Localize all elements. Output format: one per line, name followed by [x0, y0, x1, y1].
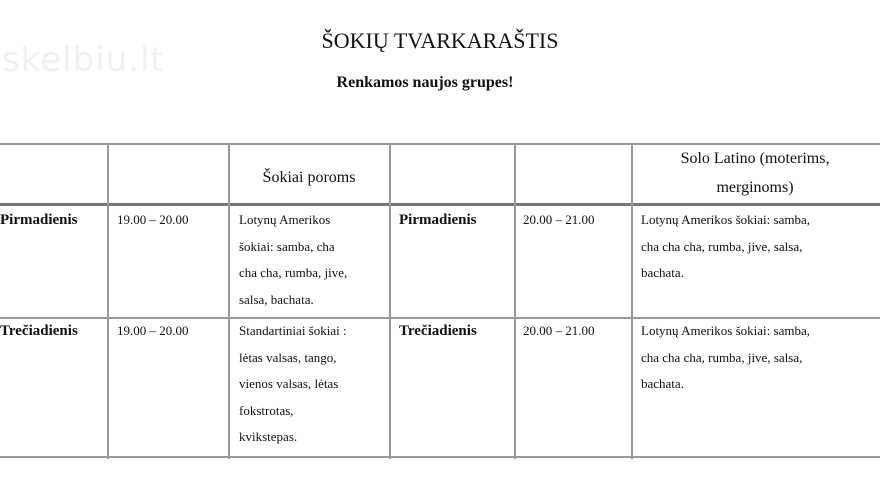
table-border: [0, 456, 880, 458]
day-cell: Pirmadienis: [399, 212, 477, 228]
dances-cell: Lotynų Amerikos šokiai: samba, cha cha cha, rumba, jive, salsa, bachata.: [641, 212, 810, 280]
page-subtitle: Renkamos naujos grupes!: [336, 74, 514, 91]
table-border: [631, 143, 633, 459]
watermark-logo: skelbiu.lt: [2, 40, 165, 80]
table-border: [514, 143, 516, 459]
time-cell: 20.00 – 21.00: [523, 323, 595, 338]
day-cell: Pirmadienis: [0, 212, 78, 228]
time-cell: 20.00 – 21.00: [523, 212, 595, 227]
time-cell: 19.00 – 20.00: [117, 323, 189, 338]
table-border: [0, 203, 880, 206]
dances-cell: Lotynų Amerikos šokiai: samba, cha cha cha, rumba, jive, salsa, bachata.: [239, 212, 348, 307]
day-cell: Trečiadienis: [399, 323, 477, 339]
table-border: [107, 143, 109, 459]
day-cell: Trečiadienis: [0, 323, 78, 339]
header-couples-dances: Šokiai poroms: [262, 169, 356, 186]
dances-cell: Standartiniai šokiai : lėtas valsas, tango, vienos valsas, lėtas fokstrotas, kvikstepas.: [239, 323, 347, 444]
page-title: ŠOKIŲ TVARKARAŠTIS: [321, 28, 559, 53]
header-solo-latino: Solo Latino (moterims, merginoms): [680, 150, 830, 196]
dances-cell: Lotynų Amerikos šokiai: samba, cha cha cha, rumba, jive, salsa, bachata.: [641, 323, 810, 391]
table-border: [389, 143, 391, 459]
time-cell: 19.00 – 20.00: [117, 212, 189, 227]
